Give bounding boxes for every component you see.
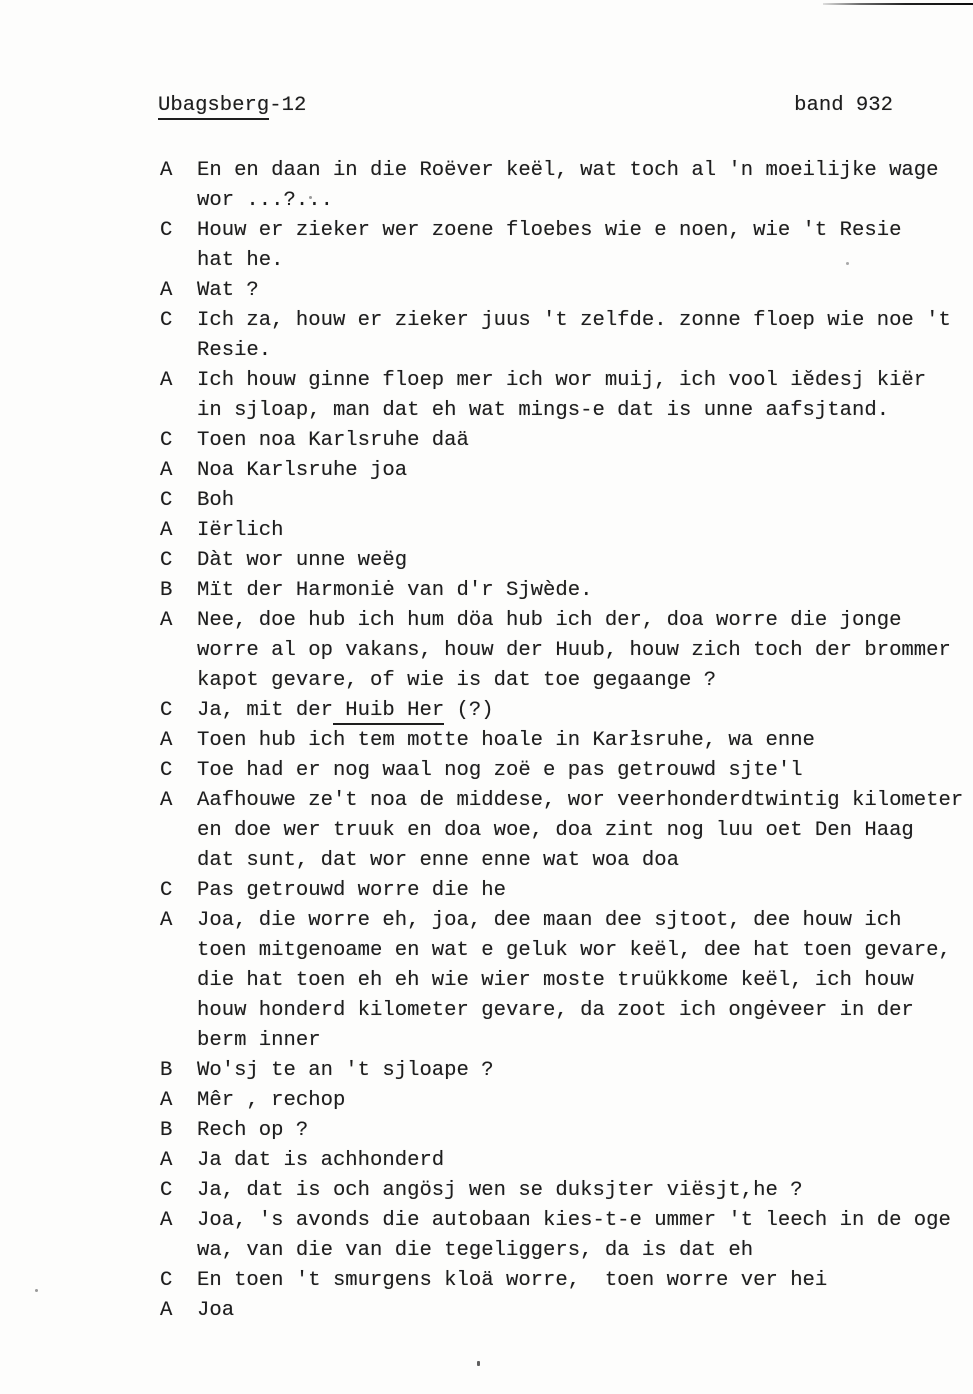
transcript-line: berm inner (197, 1029, 321, 1052)
utterance-text (197, 456, 407, 486)
utterance-text (197, 726, 815, 756)
transcript-line: kapot gevare, of wie is dat toe gegaange ? (197, 669, 717, 692)
speaker-label: A (160, 459, 173, 482)
transcript-line: Toe had er nog waal nog zoë e pas getrouwd sjte'l (197, 759, 803, 782)
transcript-turn (160, 456, 963, 486)
transcript-line: Rech op ? (197, 1119, 309, 1142)
utterance-text (197, 486, 234, 516)
page-header (158, 91, 893, 121)
scan-edge-artifact (823, 3, 973, 5)
transcript-line: Aafhouwe ze't noa de middese, wor veerhonderdtwintig kilometer (197, 789, 964, 812)
utterance-text (197, 786, 963, 876)
speaker-label: A (160, 519, 173, 542)
speaker-label: B (160, 579, 173, 602)
utterance-text (197, 576, 592, 606)
transcript-turn (160, 1086, 963, 1116)
speaker-label: A (160, 159, 173, 182)
transcript-line: en doe wer truuk en doa woe, doa zint nog luu oet Den Haag (197, 819, 914, 842)
utterance-text (197, 156, 939, 216)
speaker-label: C (160, 699, 173, 722)
speaker-label: A (160, 369, 173, 392)
transcript-line: die hat toen eh eh wie wier moste truükkome keël, ich houw (197, 969, 914, 992)
transcript-turn (160, 426, 963, 456)
transcript-turn (160, 1296, 963, 1326)
speaker-label: B (160, 1119, 173, 1142)
utterance-text (197, 1206, 951, 1266)
transcript-line: Toen hub ich tem motte hoale in Karłsruhe, wa enne (197, 729, 815, 752)
speaker-label: C (160, 759, 173, 782)
underlined-text: Huib Her (333, 699, 444, 725)
utterance-text (197, 426, 469, 456)
transcript-turn (160, 1176, 963, 1206)
document-title-name: Ubagsberg (158, 94, 269, 120)
utterance-text (197, 1266, 827, 1296)
transcript-line: Boh (197, 489, 235, 512)
transcript-line: Mêr , rechop (197, 1089, 346, 1112)
transcript-line: Wo'sj te an 't sjloape ? (197, 1059, 494, 1082)
transcript-turn (160, 546, 963, 576)
transcript-turn (160, 1116, 963, 1146)
transcript-turn (160, 1206, 963, 1266)
transcript-turn (160, 876, 963, 906)
transcript-line: Ja, dat is och angösj wen se duksjter viësjt,he ? (197, 1179, 803, 1202)
transcript-line (197, 696, 494, 726)
utterance-text (197, 1176, 803, 1206)
utterance-text (197, 516, 284, 546)
transcript-line: Wat ? (197, 279, 259, 302)
transcript-line: Ja dat is achhonderd (197, 1149, 445, 1172)
transcript-line: Noa Karlsruhe joa (197, 459, 408, 482)
utterance-text (197, 606, 951, 696)
transcript-turn (160, 276, 963, 306)
document-title-number: -12 (269, 94, 307, 117)
transcript-line: hat he. (197, 249, 284, 272)
utterance-text (197, 1146, 444, 1176)
transcript-turn (160, 606, 963, 696)
transcript-line: Toen noa Karlsruhe daä (197, 429, 469, 452)
utterance-text (197, 1086, 345, 1116)
transcript-line: Mït der Harmoniė van d'r Sjwède. (197, 579, 593, 602)
utterance-text (197, 216, 901, 276)
speaker-label: A (160, 1089, 173, 1112)
transcript-turn (160, 156, 963, 216)
transcript-turn (160, 306, 963, 366)
transcript-line: Dàt wor unne weëg (197, 549, 408, 572)
speaker-label: B (160, 1059, 173, 1082)
transcript-line: Iërlich (197, 519, 284, 542)
transcript-turn (160, 516, 963, 546)
speaker-label: C (160, 219, 173, 242)
utterance-text (197, 276, 259, 306)
speaker-label: C (160, 1269, 173, 1292)
transcript-line: wa, van die van die tegeliggers, da is dat eh (197, 1239, 754, 1262)
transcript-turn (160, 1266, 963, 1296)
speaker-label: A (160, 1209, 173, 1232)
transcript-line: Ich houw ginne floep mer ich wor muij, ich vool iĕdesj kiër (197, 369, 927, 392)
speaker-label: A (160, 279, 173, 302)
utterance-text (197, 546, 407, 576)
speaker-label: C (160, 879, 173, 902)
transcript-turn (160, 486, 963, 516)
scan-speck (35, 1289, 38, 1292)
utterance-text (197, 366, 926, 426)
speaker-label: A (160, 789, 173, 812)
utterance-text (197, 696, 494, 726)
text-segment: (?) (444, 699, 494, 722)
utterance-text (197, 1116, 308, 1146)
utterance-text (197, 306, 951, 366)
transcript-line: wor ...?... (197, 189, 333, 212)
transcript-turn (160, 756, 963, 786)
transcript-turn (160, 786, 963, 876)
transcript-line: En toen 't smurgens kloä worre, toen worre ver hei (197, 1269, 828, 1292)
speaker-label: C (160, 429, 173, 452)
speaker-label: A (160, 1299, 173, 1322)
speaker-label: A (160, 1149, 173, 1172)
document-title (158, 91, 306, 121)
transcript-turn (160, 906, 963, 1056)
utterance-text (197, 1296, 234, 1326)
transcript-line: Resie. (197, 339, 272, 362)
transcript-line: in sjloap, man dat eh wat mings-e dat is unne aafsjtand. (197, 399, 890, 422)
transcript-line: Houw er zieker wer zoene floebes wie e noen, wie 't Resie (197, 219, 902, 242)
transcript-line: Ich za, houw er zieker juus 't zelfde. zonne floep wie noe 't (197, 309, 951, 332)
speaker-label: C (160, 1179, 173, 1202)
transcript-line: En en daan in die Roëver keël, wat toch al 'n moeilijke wage (197, 159, 939, 182)
band-number: band 932 (794, 94, 893, 117)
transcript-line: Joa, 's avonds die autobaan kies-t-e ummer 't leech in de oge (197, 1209, 951, 1232)
transcript-turn (160, 696, 963, 726)
utterance-text (197, 906, 951, 1056)
transcript-line: Pas getrouwd worre die he (197, 879, 506, 902)
transcript-line: worre al op vakans, houw der Huub, houw zich toch der brommer (197, 639, 951, 662)
transcript-turn (160, 216, 963, 276)
speaker-label: C (160, 309, 173, 332)
transcript-turn (160, 366, 963, 426)
transcript-line: Nee, doe hub ich hum döa hub ich der, doa worre die jonge (197, 609, 902, 632)
transcript-turn (160, 726, 963, 756)
utterance-text (197, 876, 506, 906)
speaker-label: C (160, 489, 173, 512)
utterance-text (197, 756, 803, 786)
transcript-line: toen mitgenoame en wat e geluk wor keël, dee hat toen gevare, (197, 939, 951, 962)
transcript-turn (160, 1056, 963, 1086)
speaker-label: C (160, 549, 173, 572)
transcript-line: Joa (197, 1299, 235, 1322)
speaker-label: A (160, 729, 173, 752)
transcript-line: houw honderd kilometer gevare, da zoot ich ongėveer in der (197, 999, 914, 1022)
transcript-line: Joa, die worre eh, joa, dee maan dee sjtoot, dee houw ich (197, 909, 902, 932)
scan-speck (477, 1361, 480, 1366)
speaker-label: A (160, 609, 173, 632)
transcript (160, 156, 963, 1326)
speaker-label: A (160, 909, 173, 932)
transcript-line: dat sunt, dat wor enne enne wat woa doa (197, 849, 679, 872)
transcript-turn (160, 1146, 963, 1176)
transcript-turn (160, 576, 963, 606)
text-segment: Ja, mit der (197, 699, 333, 722)
utterance-text (197, 1056, 494, 1086)
